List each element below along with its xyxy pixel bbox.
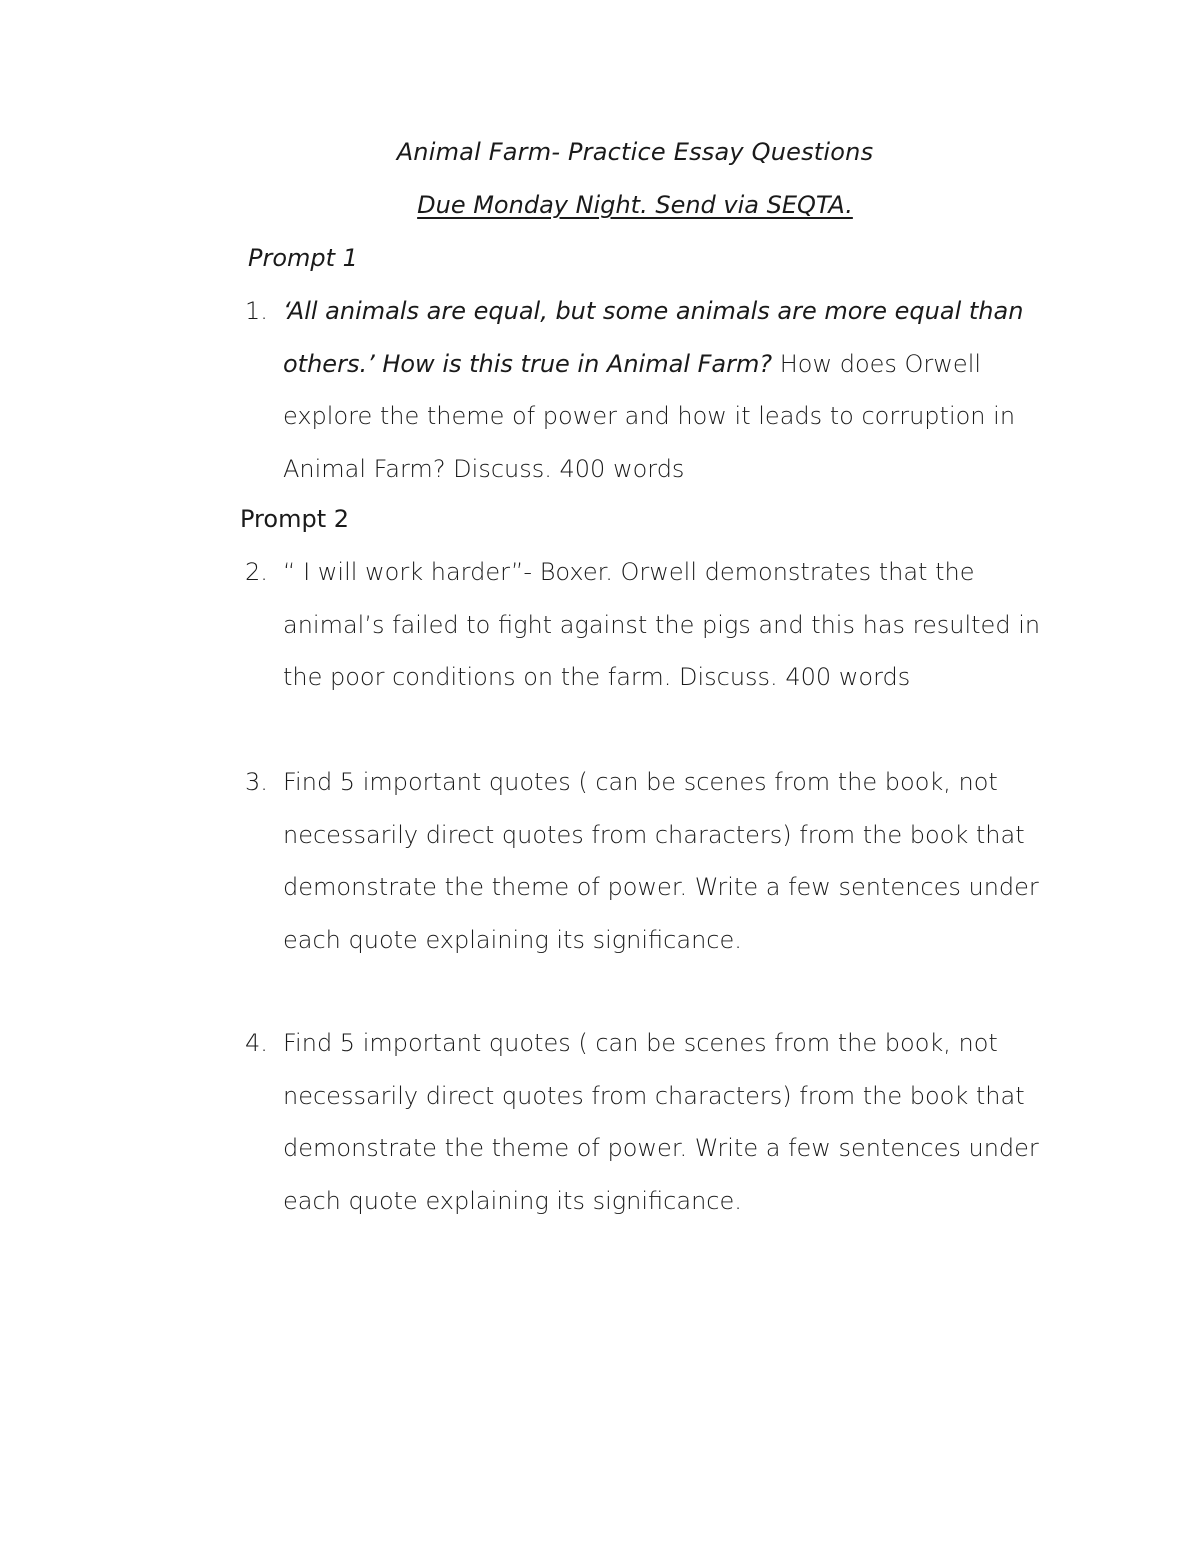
question-text: How does Orwell explore the theme of power and how it leads to corruption in Animal Farm? Discuss. 400 words <box>283 349 1016 483</box>
list-item-2 <box>245 546 1075 704</box>
list-item-3 <box>245 756 1075 966</box>
list-item-text: “ I will work harder”- Boxer. Orwell demonstrates that the animal’s failed to fight against the pigs and this has resulted in the poor conditions on the farm. Discuss. 400 words <box>283 558 1041 691</box>
list-item-text: Find 5 important quotes ( can be scenes from the book, not necessarily direct quotes from characters) from the book that demonstrate the theme of power. Write a few sentences under each quote explaining its significance. <box>283 768 1039 954</box>
prompt-1-heading: Prompt 1 <box>248 244 358 272</box>
document-title: Animal Farm- Practice Essay Questions <box>396 138 874 166</box>
list-item-text <box>283 285 1075 495</box>
list-item-number: 4. <box>245 1029 268 1057</box>
list-item-4 <box>245 1017 1075 1227</box>
list-item-number: 1. <box>245 297 268 325</box>
due-notice: Due Monday Night. Send via SEQTA. <box>417 191 853 219</box>
list-item-number: 2. <box>245 558 268 586</box>
list-item-text: Find 5 important quotes ( can be scenes from the book, not necessarily direct quotes from characters) from the book that demonstrate the theme of power. Write a few sentences under each quote explaining its significance. <box>283 1029 1039 1215</box>
prompt-2-heading: Prompt 2 <box>240 505 349 533</box>
list-item-number: 3. <box>245 768 268 796</box>
quote-text: ‘All animals are equal, but some animals are more equal than others.’ How is this true in Animal Farm? <box>283 297 1024 378</box>
list-item-1 <box>245 285 1075 495</box>
